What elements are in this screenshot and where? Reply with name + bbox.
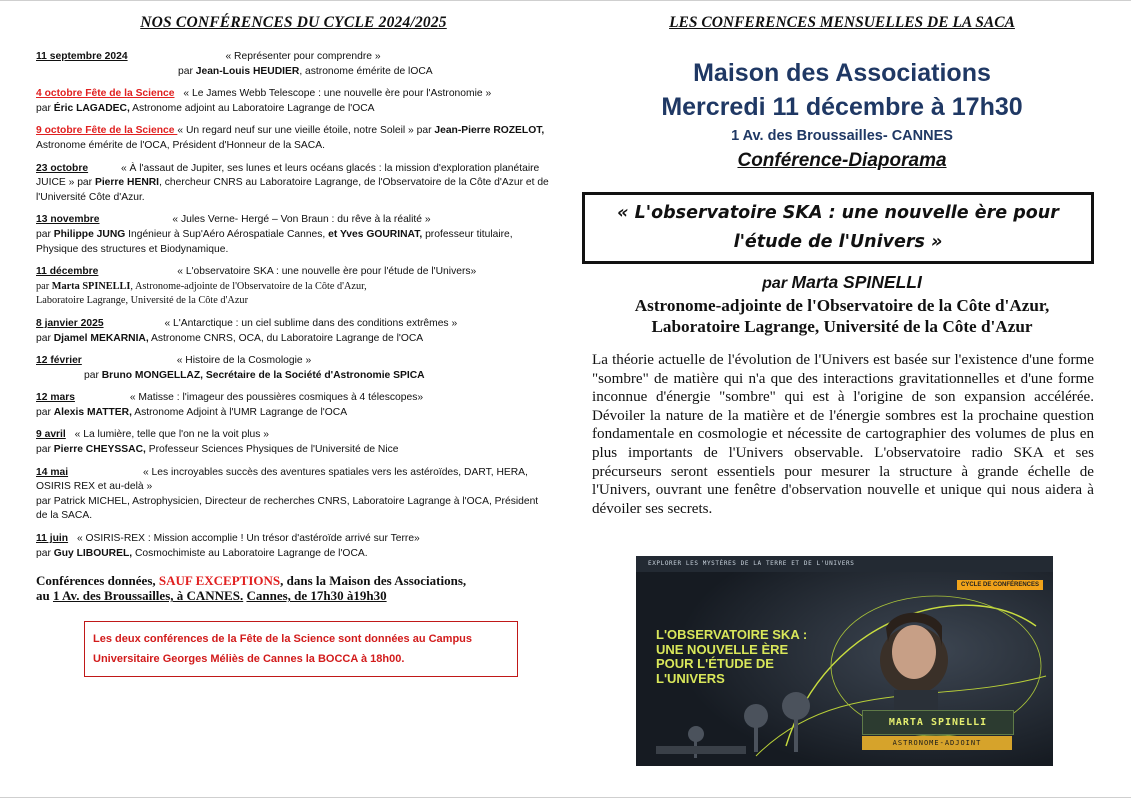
conference-speaker: Marta SPINELLI	[51, 280, 131, 292]
conference-date: 4 octobre Fête de la Science	[36, 88, 175, 100]
conference-date: 8 janvier 2025	[36, 317, 104, 329]
conference-entry: 13 novembre « Jules Verne- Hergé – Von Braun : du rêve à la réalité » par Philippe JUNG Ingénieur à Sup'Aéro Aérospatiale Cannes, et Yves GOURINAT, professeur titulaire, Physique des structures et Biodynamique.	[36, 214, 513, 255]
conference-entry: 14 mai « Les incroyables succès des aventures spatiales vers les astéroïdes, DART, HERA, OSIRIS REX et au-delà » par Patrick MICHEL, Astrophysicien, Directeur de recherches CNRS, Laboratoire Lagrange à l'OCA, Président de la SACA.	[36, 466, 539, 522]
conference-date: 13 novembre	[36, 214, 100, 226]
exceptions-text: SAUF EXCEPTIONS	[158, 573, 281, 589]
science-fair-notice: Les deux conférences de la Fête de la Science sont données au Campus Universitaire Georges Méliès de Cannes la BOCCA à 18h00.	[84, 621, 518, 677]
conference-entry: 9 avril « La lumière, telle que l'on ne la voit plus » par Pierre CHEYSSAC, Professeur Sciences Physiques de l'Université de Nice	[36, 429, 399, 456]
poster-speaker-role: ASTRONOME-ADJOINT	[862, 736, 1012, 750]
conference-talk: « Histoire de la Cosmologie »	[176, 355, 312, 367]
event-address: 1 Av. des Broussailles- CANNES	[731, 128, 953, 144]
poster-speaker-name: MARTA SPINELLI	[862, 710, 1014, 735]
conference-talk: « L'observatoire SKA : une nouvelle ère pour l'étude de l'Univers»	[177, 266, 477, 278]
poster-badge: CYCLE DE CONFÉRENCES	[957, 580, 1043, 590]
conference-talk: « Les incroyables succès des aventures spatiales vers les astéroïdes, DART, HERA, OSIRIS REX et au-delà »	[36, 466, 528, 493]
conference-speaker: Jean-Louis HEUDIER	[195, 65, 300, 77]
event-datetime: Mercredi 11 décembre à 17h30	[661, 93, 1023, 121]
conference-talk: « La lumière, telle que l'on ne la voit plus »	[74, 429, 269, 441]
event-poster	[636, 556, 1053, 766]
venue-name: Maison des Associations Mercredi 11 décembre à 17h30	[582, 56, 1102, 124]
conference-date: 11 septembre 2024	[36, 51, 128, 62]
conference-speaker: Pierre HENRI	[94, 177, 160, 189]
conference-speaker: Éric LAGADEC,	[53, 102, 130, 114]
conference-date: 14 mai	[36, 466, 69, 478]
conference-talk: « Matisse : l'imageur des poussières cosmiques à 4 télescopes»	[129, 392, 424, 404]
venue-time: Cannes, de 17h30 à19h30	[246, 588, 387, 604]
conference-speaker: Patrick MICHEL, Astrophysicien, Directeur de recherches CNRS, Laboratoire Lagrange à l'OCA, Président de la SACA.	[36, 495, 539, 522]
monthly-title: LES CONFERENCES MENSUELLES DE LA SACA	[669, 14, 1015, 31]
conference-entry: 12 février « Histoire de la Cosmologie » par Bruno MONGELLAZ, Secrétaire de la Société d'Astronomie SPICA	[36, 355, 425, 381]
conference-entry: 11 juin « OSIRIS-REX : Mission accomplie ! Un trésor d'astéroïde arrivé sur Terre» par Guy LIBOUREL, Cosmochimiste au Laboratoire Lagrange de l'OCA.	[36, 533, 420, 559]
conference-talk: « OSIRIS-REX : Mission accomplie ! Un trésor d'astéroïde arrivé sur Terre»	[76, 533, 420, 545]
poster-title: L'OBSERVATOIRE SKA : UNE NOUVELLE ÈRE POUR L'ÉTUDE DE L'UNIVERS	[656, 627, 808, 686]
conference-talk: « Jules Verne- Hergé – Von Braun : du rêve à la réalité »	[172, 214, 431, 226]
conference-entry: 11 septembre 2024 « Représenter pour comprendre » par Jean-Louis HEUDIER, astronome émérite de lOCA	[36, 51, 433, 77]
conference-speaker: Jean-Pierre ROZELOT,	[434, 125, 545, 137]
venue-address: 1 Av. des Broussailles, à CANNES.	[52, 588, 244, 604]
event-type: Conférence-Diaporama	[737, 150, 947, 171]
conference-entry: 9 octobre Fête de la Science « Un regard neuf sur une vieille étoile, notre Soleil » par Jean-Pierre ROZELOT, Astronome émérite de l'OCA, Président d'Honneur de la SACA.	[36, 125, 545, 151]
conference-entry: 23 octobre « À l'assaut de Jupiter, ses lunes et leurs océans glacés : la mission d'exploration planétaire JUICE » par Pierre HENRI, chercheur CNRS au Laboratoire Lagrange, de l'Observatoire de la Côte d'Azur et de l'Université Côte d'Azur.	[36, 162, 549, 203]
conference-talk: « Le James Webb Telescope : une nouvelle ère pour l'Astronomie »	[183, 88, 492, 100]
conference-date: 11 juin	[36, 533, 69, 545]
conference-entry: 11 décembre « L'observatoire SKA : une nouvelle ère pour l'étude de l'Univers» par Marta SPINELLI, Astronome-adjointe de l'Observatoire de la Côte d'Azur, Laboratoire Lagrange, Université de la Côte d'Azur	[36, 266, 477, 307]
conference-date: 12 mars	[36, 392, 75, 404]
featured-conference	[582, 14, 1102, 518]
talk-title: « L'observatoire SKA : une nouvelle ère pour l'étude de l'Univers »	[582, 192, 1094, 264]
conference-date: 9 avril	[36, 429, 66, 441]
conference-entry: 12 mars « Matisse : l'imageur des poussières cosmiques à 4 télescopes» par Alexis MATTER, Astronome Adjoint à l'UMR Lagrange de l'OCA	[36, 392, 424, 418]
talk-abstract: La théorie actuelle de l'évolution de l'Univers est basée sur l'existence d'une forme "sombre" de matière qui n'a que des interactions gravitationnelles et d'une forme inconnue d'énergie "sombre" qui est à l'origine de son expansion accélérée. Dévoiler la nature de la matière et de l'énergie sombres est la prochaine question fondamentale en cosmologie et nécessite de cartographier des volumes de plus en plus importants de l'Univers observable. L'observatoire radio SKA et ses précurseurs seront essentiels pour mesurer la structure à grande échelle de l'Univers, ouvrant une fenêtre d'observation nouvelle et unique qui nous aidera à dévoiler ses secrets.	[592, 352, 1094, 517]
venue-note: Conférences données, SAUF EXCEPTIONS, dans la Maison des Associations, au 1 Av. des Broussailles, à CANNES. Cannes, de 17h30 à19h30	[36, 573, 467, 604]
conference-date: 9 octobre Fête de la Science	[36, 125, 178, 137]
conference-date: 12 février	[36, 355, 82, 367]
conference-speaker: Bruno MONGELLAZ, Secrétaire de la Société d'Astronomie SPICA	[101, 369, 425, 381]
conference-speaker: Philippe JUNG	[53, 228, 126, 240]
conference-entry: 8 janvier 2025 « L'Antarctique : un ciel sublime dans des conditions extrêmes » par Djamel MEKARNIA, Astronome CNRS, OCA, du Laboratoire Lagrange de l'OCA	[36, 317, 458, 344]
conference-speaker: et Yves GOURINAT,	[328, 228, 423, 240]
conference-entry: 4 octobre Fête de la Science « Le James Webb Telescope : une nouvelle ère pour l'Astronomie » par Éric LAGADEC, Astronome adjoint au Laboratoire Lagrange de l'OCA	[36, 88, 492, 114]
conference-talk: « Représenter pour comprendre »	[225, 51, 381, 62]
conference-speaker: Alexis MATTER,	[53, 406, 132, 418]
conference-speaker: Guy LIBOUREL,	[53, 547, 133, 559]
speaker-name: Marta SPINELLI	[791, 272, 922, 292]
conference-talk: « L'Antarctique : un ciel sublime dans des conditions extrêmes »	[164, 317, 458, 329]
conference-speaker: Djamel MEKARNIA,	[53, 332, 149, 344]
conference-date: 11 décembre	[36, 266, 99, 278]
conference-talk: « À l'assaut de Jupiter, ses lunes et leurs océans glacés : la mission d'exploration planétaire JUICE » par	[36, 162, 540, 189]
conference-talk: « Un regard neuf sur une vieille étoile, notre Soleil » par	[177, 125, 435, 137]
schedule-title: NOS CONFÉRENCES DU CYCLE 2024/2025	[140, 14, 447, 31]
conference-date: 23 octobre	[36, 162, 89, 174]
poster-top-text: EXPLORER LES MYSTÈRES DE LA TERRE ET DE L'UNIVERS	[648, 560, 855, 567]
top-edge	[0, 0, 1131, 1]
conference-schedule	[36, 14, 551, 677]
speaker-affiliation: Astronome-adjointe de l'Observatoire de la Côte d'Azur, Laboratoire Lagrange, Université de la Côte d'Azur	[634, 296, 1050, 336]
conference-speaker: Pierre CHEYSSAC,	[53, 444, 146, 456]
speaker-line: par Marta SPINELLI	[762, 272, 922, 292]
